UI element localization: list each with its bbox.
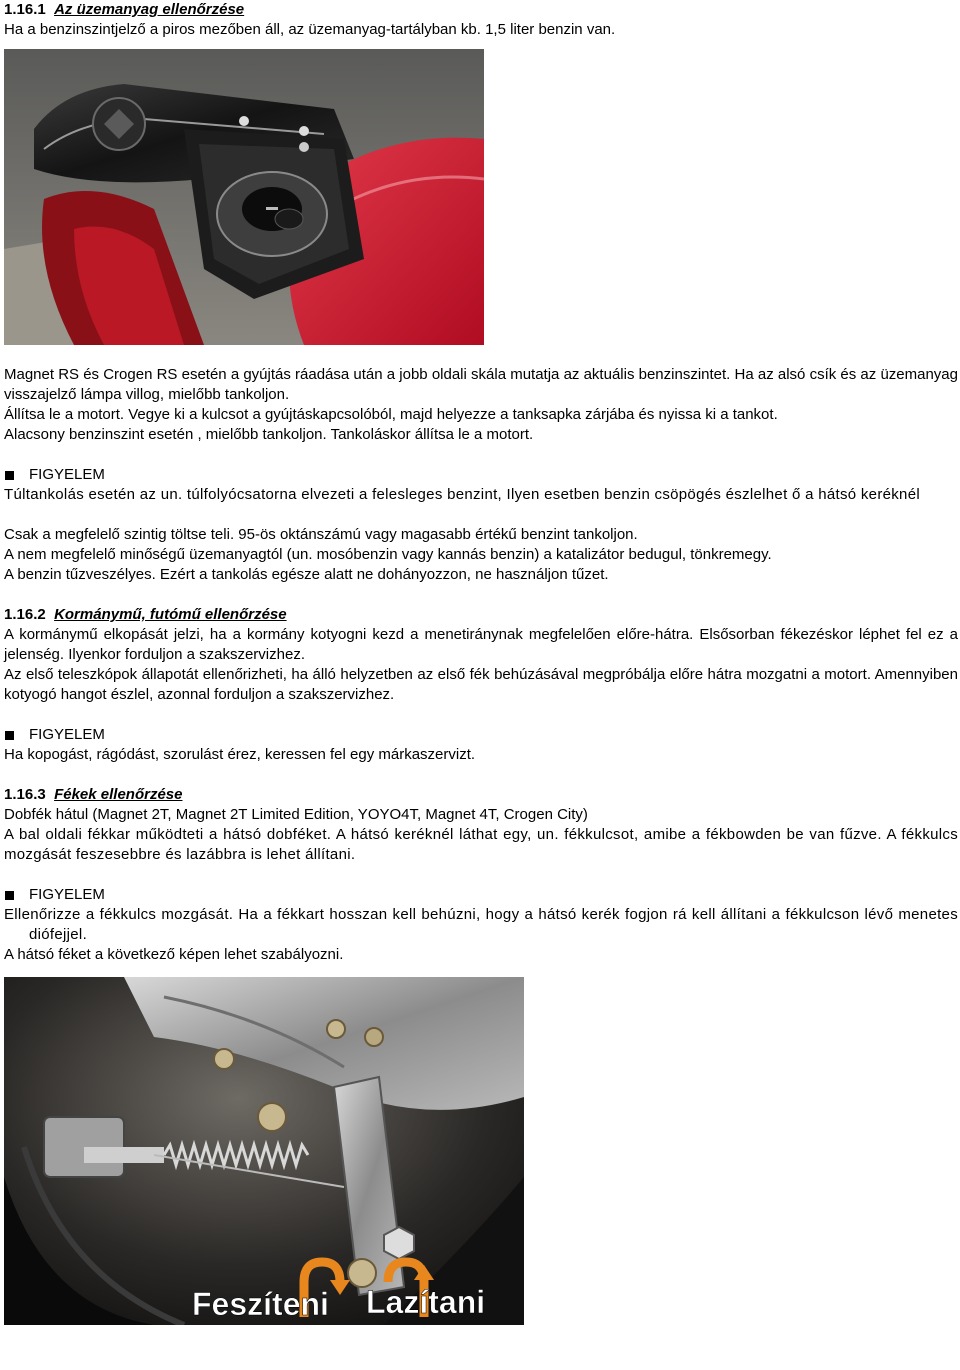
fuel-tank-photo — [4, 49, 484, 345]
section-2-warning-text: Ha kopogást, rágódást, szorulást érez, keressen fel egy márkaszervizt. — [4, 746, 476, 763]
label-tighten: Feszíteni — [192, 1286, 329, 1322]
section-1-paragraph-4: Csak a megfelelő szintig töltse teli. 95-ös oktánszámú vagy magasabb értékű benzint tankoljon. — [4, 526, 638, 543]
section-1-paragraph-2: Állítsa le a motort. Vegye ki a kulcsot a gyújtáskapcsolóból, majd helyezze a tanksapka zárjába és nyissa ki a tankot. — [4, 406, 778, 423]
section-3-paragraph-1: A bal oldali fékkar működteti a hátsó dobféket. A hátsó keréknél láthat egy, un. fékkulcsot, amibe a fékbowden be van fűzve. A fékkulcs mozgását feszesebbre és lazábbra is lehet állítani. — [4, 826, 958, 863]
section-3-heading — [4, 785, 958, 805]
section-1-number: 1.16.1 — [4, 1, 46, 18]
section-1-warning — [4, 465, 958, 485]
section-1-intro: Ha a benzinszintjelző a piros mezőben áll, az üzemanyag-tartályban kb. 1,5 liter benzin van. — [4, 21, 616, 38]
section-2-heading — [4, 605, 958, 625]
section-1-title: Az üzemanyag ellenőrzése — [54, 1, 245, 18]
label-loosen: Lazítani — [366, 1284, 486, 1320]
section-1-paragraph-5: A nem megfelelő minőségű üzemanyagtól (un. mosóbenzin vagy kannás benzin) a katalizátor bedugul, tönkremegy. — [4, 546, 772, 563]
warning-bullet-icon — [5, 731, 14, 740]
section-2-number: 1.16.2 — [4, 606, 46, 623]
section-2-paragraph-1: A kormánymű elkopását jelzi, ha a kormány kotyogni kezd a menetiránynak megfelelően előre-hátra. Elsősorban fékezéskor léphet fel ez a jelenség. Ilyenkor forduljon a szakszervizhez. — [4, 626, 958, 663]
section-2-title: Kormánymű, futómű ellenőrzése — [54, 606, 287, 623]
section-3-models: Dobfék hátul (Magnet 2T, Magnet 2T Limited Edition, YOYO4T, Magnet 4T, Crogen City) — [4, 806, 588, 823]
section-1-heading — [4, 0, 958, 20]
section-1-paragraph-1: Magnet RS és Crogen RS esetén a gyújtás ráadása után a jobb oldali skála mutatja az aktuális benzinszintet. Ha az alsó csík és az üzemanyag visszajelző lámpa villog, mielőbb tankoljon. — [4, 366, 958, 403]
section-3-warning — [4, 885, 958, 905]
section-3-warning-text: Ellenőrizze a fékkulcs mozgását. Ha a fékkart hosszan kell behúzni, hogy a hátsó kerék fogjon rá kell állítani a fékkulcson lévő menetes diófejjel. — [4, 906, 958, 943]
document-page — [4, 0, 958, 1325]
warning-bullet-icon — [5, 471, 14, 480]
section-1-paragraph-3: Alacsony benzinszint esetén , mielőbb tankoljon. Tankoláskor állítsa le a motort. — [4, 426, 534, 443]
section-3-number: 1.16.3 — [4, 786, 46, 803]
section-3-paragraph-2: A hátsó féket a következő képen lehet szabályozni. — [4, 946, 344, 963]
warning-label: FIGYELEM — [29, 886, 105, 903]
section-1-paragraph-6: A benzin tűzveszélyes. Ezért a tankolás egésze alatt ne dohányozzon, ne használjon tűzet. — [4, 566, 609, 583]
section-1-warning-text: Túltankolás esetén az un. túlfolyócsatorna elvezeti a felesleges benzint, Ilyen esetben benzin csöpögés észlelhet ő a hátsó keréknél — [4, 486, 920, 503]
section-2-paragraph-2: Az első teleszkópok állapotát ellenőrizheti, ha álló helyzetben az első fék behúzásával megpróbálja előre hátra mozgatni a motort. Amennyiben kotyogó hangot észlel, azonnal forduljon a szakszervizhez. — [4, 666, 958, 703]
warning-label: FIGYELEM — [29, 726, 105, 743]
brake-adjust-photo — [4, 977, 524, 1325]
section-2-warning — [4, 725, 958, 745]
warning-bullet-icon — [5, 891, 14, 900]
warning-label: FIGYELEM — [29, 466, 105, 483]
section-3-title: Fékek ellenőrzése — [54, 786, 183, 803]
